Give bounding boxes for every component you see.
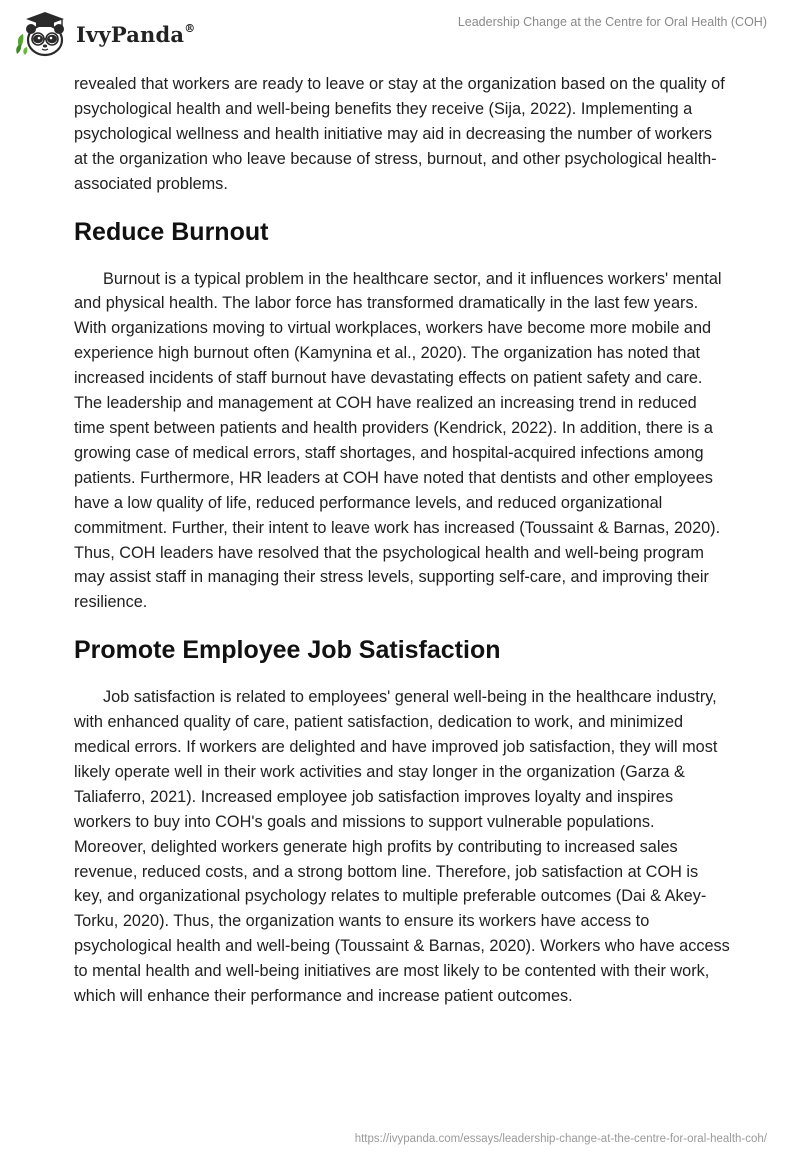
section-paragraph-reduce-burnout: Burnout is a typical problem in the healthcare sector, and it influences workers' mental and physical health. The labor force has transformed dramatically in the last few years. With organizations moving to virtual workplaces, workers have become more mobile and experience high burnout often (Kamynina et al., 2020). The organization has noted that increased incidents of staff burnout have devastating effects on patient safety and care. The leadership and management at COH have realized an increasing trend in reduced time spent between patients and health providers (Kendrick, 2022). In addition, there is a growing case of medical errors, staff shortages, and hospital-acquired infections among patients. Furthermore, HR leaders at COH have noted that dentists and other employees have a low quality of life, reduced performance levels, and reduced organizational commitment. Further, their intent to leave work has increased (Toussaint & Barnas, 2020). Thus, COH leaders have resolved that the psychological health and well-being program may assist staff in managing their stress levels, supporting self-care, and improving their resilience. [74, 269, 722, 612]
panda-graduate-icon [14, 8, 74, 60]
document-title: Leadership Change at the Centre for Oral Health (COH) [457, 15, 767, 29]
essay-content [74, 72, 730, 1009]
section-paragraph-job-satisfaction: Job satisfaction is related to employees' general well-being in the healthcare industry, with enhanced quality of care, patient satisfaction, dedication to work, and minimized medical errors. If workers are delighted and have improved job satisfaction, they will most likely operate well in their work activities and stay longer in the organization (Garza & Taliaferro, 2021). Increased employee job satisfaction improves loyalty and inspires workers to buy into COH's goals and missions to support vulnerable populations. Moreover, delighted workers generate high profits by contributing to increased sales revenue, reduced costs, and a strong bottom line. Therefore, job satisfaction at COH is key, and organizational psychology relates to multiple preferable outcomes (Dai & Akey-Torku, 2020). Thus, the organization wants to ensure its workers have access to psychological health and well-being (Toussaint & Barnas, 2020). Workers who have access to mental health and well-being initiatives are most likely to be contented with their work, which will enhance their performance and increase patient outcomes. [74, 688, 730, 1006]
section-heading-job-satisfaction: Promote Employee Job Satisfaction [74, 636, 501, 665]
intro-paragraph: revealed that workers are ready to leave or stay at the organization based on the quality of psychological health and well-being benefits they receive (Sija, 2022). Implementing a psychological wellness and health initiative may aid in decreasing the number of workers at the organization who leave because of stress, burnout, and other psychological health-associated problems. [74, 75, 725, 193]
page-header [0, 0, 800, 70]
ivypanda-logo[interactable] [14, 8, 195, 60]
section-heading-reduce-burnout: Reduce Burnout [74, 217, 269, 246]
source-url[interactable]: https://ivypanda.com/essays/leadership-change-at-the-centre-for-oral-health-coh/ [354, 1133, 767, 1145]
brand-name: IvyPanda® [76, 21, 196, 47]
trademark-symbol: ® [184, 21, 196, 35]
